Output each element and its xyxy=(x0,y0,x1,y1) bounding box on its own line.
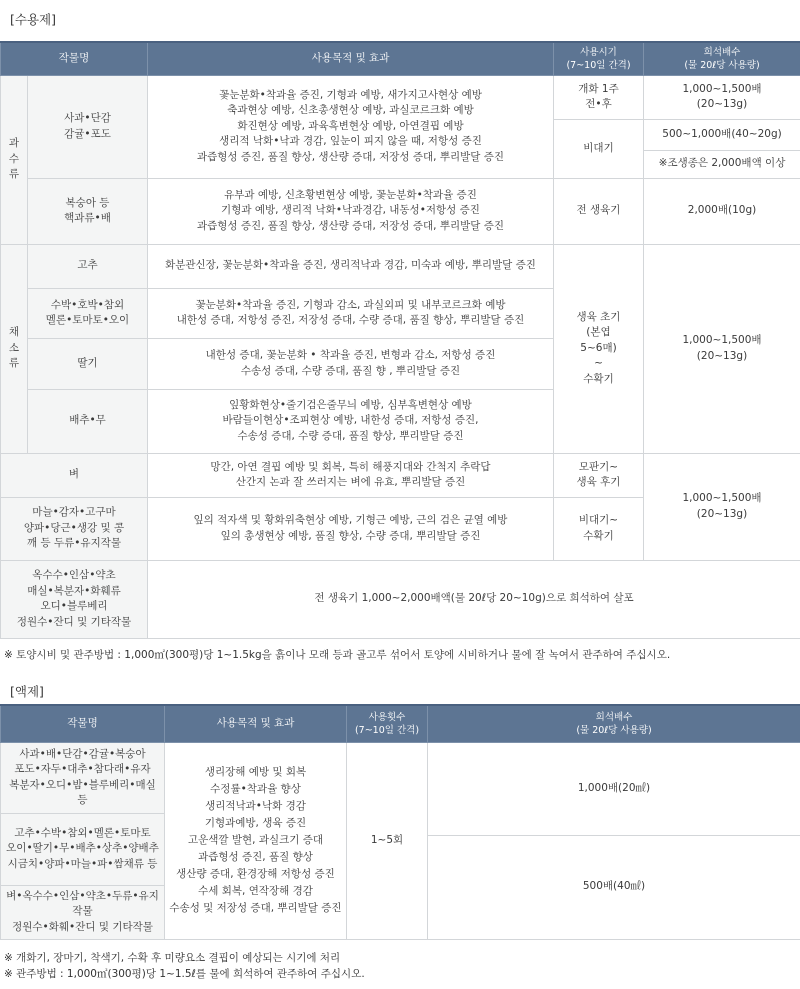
timing-garlic: 비대기~ 수확기 xyxy=(554,497,644,560)
liquid-dilution-1: 1,000배(20㎖) xyxy=(428,742,800,835)
category-fruit: 과 수 류 xyxy=(1,75,28,244)
crop-garlic: 마늘•감자•고구마 양파•당근•생강 및 콩 깨 등 두류•유지작물 xyxy=(1,497,148,560)
header-dilution: 희석배수 (물 20ℓ당 사용량) xyxy=(428,705,800,742)
header-dilution: 희석배수 (물 20ℓ당 사용량) xyxy=(644,42,800,75)
liquid-section-title: [액제] xyxy=(10,684,44,699)
liquid-table xyxy=(0,704,800,940)
crop-apple: 사과•단감 감귤•포도 xyxy=(28,75,148,178)
timing-rice: 모판기~ 생육 후기 xyxy=(554,453,644,497)
dilution-peach: 2,000배(10g) xyxy=(644,178,800,244)
purpose-apple: 꽃눈분화•착과율 증진, 기형과 예방, 새가지고사현상 예방 축과현상 예방, 신초총생현상 예방, 과실코르크화 예방 화진현상 예방, 과육흑변현상 예방, 아연결핍 예방 생리적 낙화•낙과 경감, 잎눈이 피지 않을 때, 저항성 증진 과즙형성 증진, 품질 향상, 생산량 증대, 저장성 증대, 뿌리발달 증진 xyxy=(148,75,554,178)
timing-apple-2: 비대기 xyxy=(554,119,644,178)
soluble-section-title: [수용제] xyxy=(10,12,56,27)
crop-rice: 벼 xyxy=(1,453,148,497)
header-crop: 작물명 xyxy=(1,42,148,75)
liquid-purpose: 생리장해 예방 및 회복 수정률•착과율 향상 생리적낙과•낙화 경감 기형과예방, 생육 증진 고운색깔 발현, 과실크기 증대 과즙형성 증진, 품질 향상 생산량 증대, 환경장해 저항성 증진 수세 회복, 연작장해 경감 수송성 및 저장성 증대, 뿌리발달 증진 xyxy=(165,742,347,939)
dilution-note: ※조생종은 2,000배액 이상 xyxy=(644,150,800,178)
header-purpose: 사용목적 및 효과 xyxy=(148,42,554,75)
crop-corn: 옥수수•인삼•약초 매실•복분자•화훼류 오디•블루베리 정원수•잔디 및 기타작물 xyxy=(1,560,148,638)
dilution-vegetable: 1,000~1,500배 (20~13g) xyxy=(644,244,800,453)
crop-strawberry: 딸기 xyxy=(28,338,148,389)
soluble-table xyxy=(0,41,800,639)
dilution-rice: 1,000~1,500배 (20~13g) xyxy=(644,453,800,560)
purpose-rice: 망간, 아연 결핍 예방 및 회복, 특히 해풍지대와 간척지 추락답 산간지 논과 잘 쓰러지는 벼에 유효, 뿌리발달 증진 xyxy=(148,453,554,497)
header-timing: 사용시기 (7~10일 간격) xyxy=(554,42,644,75)
liquid-dilution-2: 500배(40㎖) xyxy=(428,835,800,939)
crop-watermelon: 수박•호박•참외 멜론•토마토•오이 xyxy=(28,288,148,338)
liquid-crop-other: 벼•옥수수•인삼•약초•두류•유지작물 정원수•화훼•잔디 및 기타작물 xyxy=(1,885,165,939)
dilution-apple-1: 1,000~1,500배 (20~13g) xyxy=(644,75,800,119)
liquid-count: 1~5회 xyxy=(347,742,428,939)
purpose-strawberry: 내한성 증대, 꽃눈분화 • 착과율 증진, 변형과 감소, 저항성 증진 수송성 증대, 수량 증대, 품질 향 , 뿌리발달 증진 xyxy=(148,338,554,389)
header-purpose: 사용목적 및 효과 xyxy=(165,705,347,742)
dilution-apple-2: 500~1,000배(40~20g) xyxy=(644,119,800,150)
purpose-garlic: 잎의 적자색 및 황화위축현상 예방, 기형근 예방, 근의 검은 균열 예방 잎의 총생현상 예방, 품질 향상, 수량 증대, 뿌리발달 증진 xyxy=(148,497,554,560)
purpose-pepper: 화분관신장, 꽃눈분화•착과율 증진, 생리적낙과 경감, 미숙과 예방, 뿌리발달 증진 xyxy=(148,244,554,288)
liquid-crop-fruit: 사과•배•단감•감귤•복숭아 포도•자두•대추•참다래•유자 복분자•오디•밤•블루베리•매실 등 xyxy=(1,742,165,813)
crop-cabbage: 배추•무 xyxy=(28,389,148,453)
crop-peach: 복숭아 등 핵과류•배 xyxy=(28,178,148,244)
purpose-watermelon: 꽃눈분화•착과율 증진, 기형과 감소, 과실외피 및 내부코르크화 예방 내한성 증대, 저항성 증진, 저장성 증대, 수량 증대, 품질 향상, 뿌리발달 증진 xyxy=(148,288,554,338)
purpose-peach: 유부과 예방, 신초황변현상 예방, 꽃눈분화•착과율 증진 기형과 예방, 생리적 낙화•낙과경감, 내동성•저항성 증진 과즙형성 증진, 품질 향상, 생산량 증대, 저장성 증대, 뿌리발달 증진 xyxy=(148,178,554,244)
liquid-crop-vegetable: 고추•수박•참외•멜론•토마토 오이•딸기•무•배추•상추•양배추 시금치•양파•마늘•파•쌈채류 등 xyxy=(1,813,165,885)
header-count: 사용횟수 (7~10일 간격) xyxy=(347,705,428,742)
text-corn: 전 생육기 1,000~2,000배액(물 20ℓ당 20~10g)으로 희석하여 살포 xyxy=(148,560,800,638)
timing-vegetable: 생육 초기 (본엽 5~6매) ~ 수확기 xyxy=(554,244,644,453)
crop-pepper: 고추 xyxy=(28,244,148,288)
soluble-note: ※ 토양시비 및 관주방법 : 1,000㎡(300평)당 1~1.5kg을 흙이나 모래 등과 골고루 섞어서 토양에 시비하거나 물에 잘 녹여서 관주하여 주십시오. xyxy=(4,649,671,661)
liquid-note-1: ※ 개화기, 장마기, 착색기, 수확 후 미량요소 결핍이 예상되는 시기에 처리 xyxy=(4,952,341,964)
timing-apple-1: 개화 1주 전•후 xyxy=(554,75,644,119)
category-vegetable: 채 소 류 xyxy=(1,244,28,453)
timing-peach: 전 생육기 xyxy=(554,178,644,244)
header-crop: 작물명 xyxy=(1,705,165,742)
liquid-note-2: ※ 관주방법 : 1,000㎡(300평)당 1~1.5ℓ를 물에 희석하여 관주하여 주십시오. xyxy=(4,968,365,980)
purpose-cabbage: 잎황화현상•줄기검은줄무늬 예방, 심부흑변현상 예방 바람들이현상•조피현상 예방, 내한성 증대, 저항성 증진, 수송성 증대, 수량 증대, 품질 향상, 뿌리발달 증진 xyxy=(148,389,554,453)
